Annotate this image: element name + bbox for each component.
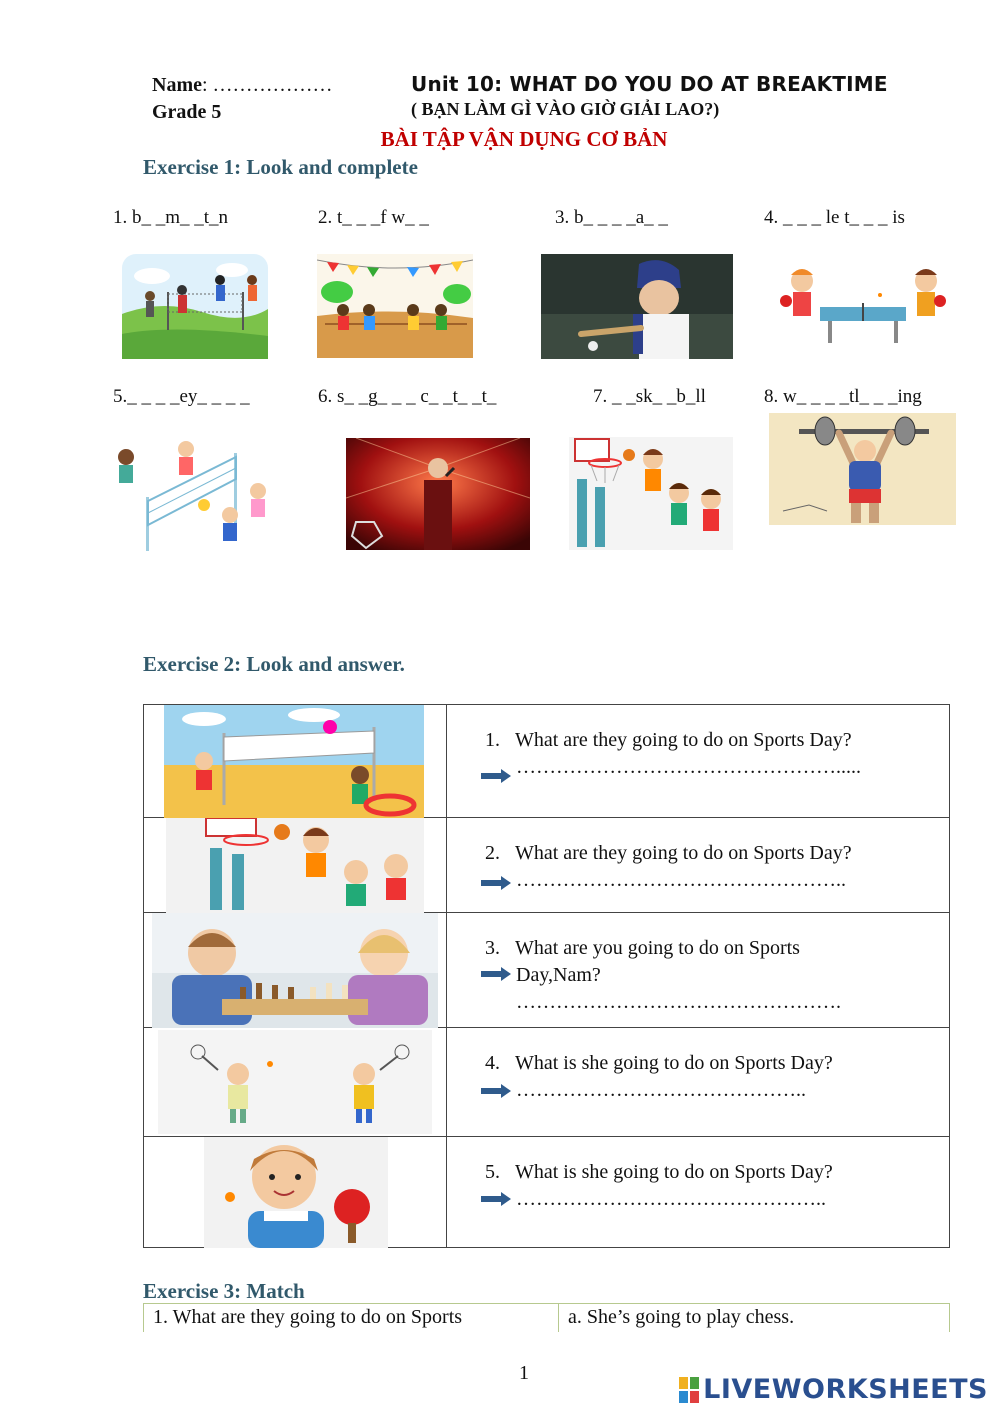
grade-label: Grade 5 [152,101,222,123]
table-row [144,913,950,1028]
singing-contest-picture [346,438,530,550]
page-number: 1 [519,1362,529,1384]
name-dots: : ……………… [201,74,333,96]
question-cell [447,705,950,818]
exercise3-heading: Exercise 3: Match [143,1279,305,1303]
question-cell [447,818,950,913]
volleyball-picture [108,435,286,551]
question-cell [447,1028,950,1137]
question-cell [447,1137,950,1248]
answer-line-4[interactable]: …………………………………….. [516,1079,806,1101]
liveworksheets-icon [679,1377,699,1403]
table-row [144,1304,950,1333]
arrow-icon [481,1084,511,1098]
question-cell [447,913,950,1028]
word-4: 4. _ _ _ le t_ _ _ is [764,207,905,228]
image-cell [144,818,447,913]
word-8: 8. w_ _ _ _tl_ _ _ing [764,386,922,407]
answer-table [143,704,950,1248]
basketball-picture [166,818,424,913]
badminton-picture [122,254,268,359]
unit-title: Unit 10: WHAT DO YOU DO AT BREAKTIME [411,72,888,96]
match-left-item: 1. What are they going to do on Sports [144,1304,559,1333]
answer-line-1[interactable]: …………………………………………..... [516,756,861,778]
tug-of-war-picture [317,254,473,358]
image-cell [144,1028,447,1137]
image-cell [144,913,447,1028]
word-3: 3. b_ _ _ _a_ _ [555,207,668,228]
answer-line-2[interactable]: ………………………………………….. [516,869,846,891]
table-tennis-picture [780,259,946,347]
chess-picture [152,913,438,1028]
question-1: 1. What are they going to do on Sports Day? …………………………………………..... [485,729,861,778]
basketball-picture [569,437,733,550]
name-field [152,74,333,97]
answer-line-5[interactable]: ……………………………………….. [516,1188,826,1210]
beach-volleyball-picture [164,705,424,818]
table-row [144,705,950,818]
word-5: 5._ _ _ _ey_ _ _ _ [113,386,250,407]
question-3: 3. What are you going to do on Sports Day,Nam? …………………………………………. [485,937,841,1013]
word-6: 6. s_ _g_ _ _ c_ _t_ _t_ [318,386,497,407]
name-label: Name [152,74,202,96]
image-cell [144,1137,447,1248]
arrow-icon [481,967,511,981]
badminton-picture [158,1030,432,1134]
table-row [144,1028,950,1137]
arrow-icon [481,769,511,783]
word-2: 2. t_ _ _f w_ _ [318,207,429,228]
exercise1-heading: Exercise 1: Look and complete [143,155,418,179]
question-5: 5. What is she going to do on Sports Day? ……………………………………….. [485,1161,833,1210]
match-right-item: a. She’s going to play chess. [559,1304,950,1333]
answer-line-3[interactable]: …………………………………………. [516,991,841,1013]
exercise2-heading: Exercise 2: Look and answer. [143,652,405,676]
brand-name: LIVEWORKSHEETS [703,1374,988,1405]
arrow-icon [481,1192,511,1206]
weightlifting-picture [769,413,956,525]
practice-title: BÀI TẬP VẬN DỤNG CƠ BẢN [380,127,668,151]
match-table [143,1303,950,1332]
question-2: 2. What are they going to do on Sports Day? ………………………………………….. [485,842,852,891]
question-4: 4. What is she going to do on Sports Day? …………………………………….. [485,1052,833,1101]
unit-subtitle: ( BẠN LÀM GÌ VÀO GIỜ GIẢI LAO?) [411,99,720,119]
arrow-icon [481,876,511,890]
table-tennis-picture [204,1137,388,1248]
word-1: 1. b_ _m_ _t_n [113,207,229,228]
image-cell [144,705,447,818]
table-row [144,1137,950,1248]
baseball-picture [541,254,733,359]
brand-logo[interactable] [679,1374,988,1405]
word-7: 7. _ _sk_ _b_ll [593,386,706,407]
table-row [144,818,950,913]
